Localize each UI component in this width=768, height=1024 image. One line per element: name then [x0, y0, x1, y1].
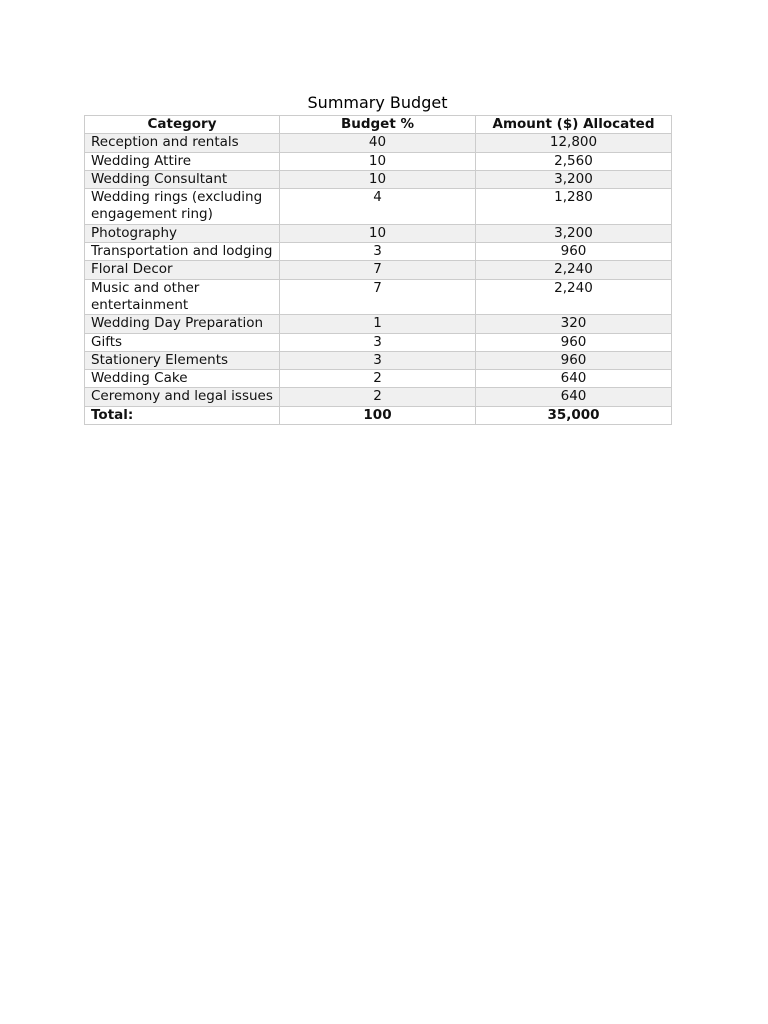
budget-percent-cell: 3: [280, 351, 476, 369]
table-row: [85, 333, 672, 351]
total-row: [85, 406, 672, 424]
table-header-row: [85, 116, 672, 134]
category-cell: Ceremony and legal issues: [85, 388, 280, 406]
budget-percent-cell: 2: [280, 388, 476, 406]
amount-cell: 960: [476, 333, 672, 351]
category-cell: Reception and rentals: [85, 134, 280, 152]
column-header-budget-percent: Budget %: [280, 116, 476, 134]
category-cell: Wedding Cake: [85, 370, 280, 388]
summary-budget-table: [84, 115, 672, 425]
budget-percent-cell: 10: [280, 170, 476, 188]
table-row: [85, 243, 672, 261]
budget-percent-cell: 3: [280, 243, 476, 261]
budget-percent-cell: 1: [280, 315, 476, 333]
category-cell: Wedding Consultant: [85, 170, 280, 188]
table-row: [85, 315, 672, 333]
amount-cell: 960: [476, 243, 672, 261]
budget-percent-cell: 10: [280, 224, 476, 242]
table-row: [85, 279, 672, 315]
table-row: [85, 152, 672, 170]
amount-cell: 2,240: [476, 279, 672, 315]
amount-cell: 1,280: [476, 189, 672, 225]
amount-cell: 640: [476, 370, 672, 388]
category-cell: Music and other entertainment: [85, 279, 280, 315]
table-row: [85, 224, 672, 242]
category-cell: Photography: [85, 224, 280, 242]
budget-percent-cell: 40: [280, 134, 476, 152]
total-budget-percent: 100: [280, 406, 476, 424]
table-row: [85, 370, 672, 388]
table-row: [85, 388, 672, 406]
category-cell: Floral Decor: [85, 261, 280, 279]
amount-cell: 2,560: [476, 152, 672, 170]
budget-percent-cell: 10: [280, 152, 476, 170]
category-cell: Wedding rings (excluding engagement ring): [85, 189, 280, 225]
table-row: [85, 134, 672, 152]
table-row: [85, 170, 672, 188]
total-label: Total:: [85, 406, 280, 424]
budget-percent-cell: 4: [280, 189, 476, 225]
total-amount: 35,000: [476, 406, 672, 424]
category-cell: Wedding Day Preparation: [85, 315, 280, 333]
page-title: Summary Budget: [307, 93, 448, 112]
budget-percent-cell: 7: [280, 261, 476, 279]
budget-percent-cell: 3: [280, 333, 476, 351]
amount-cell: 3,200: [476, 224, 672, 242]
category-cell: Stationery Elements: [85, 351, 280, 369]
column-header-category: Category: [85, 116, 280, 134]
budget-percent-cell: 7: [280, 279, 476, 315]
category-cell: Wedding Attire: [85, 152, 280, 170]
category-cell: Gifts: [85, 333, 280, 351]
amount-cell: 960: [476, 351, 672, 369]
amount-cell: 320: [476, 315, 672, 333]
amount-cell: 12,800: [476, 134, 672, 152]
column-header-amount-allocated: Amount ($) Allocated: [476, 116, 672, 134]
amount-cell: 2,240: [476, 261, 672, 279]
amount-cell: 3,200: [476, 170, 672, 188]
table-row: [85, 351, 672, 369]
amount-cell: 640: [476, 388, 672, 406]
table-row: [85, 189, 672, 225]
table-row: [85, 261, 672, 279]
category-cell: Transportation and lodging: [85, 243, 280, 261]
budget-percent-cell: 2: [280, 370, 476, 388]
